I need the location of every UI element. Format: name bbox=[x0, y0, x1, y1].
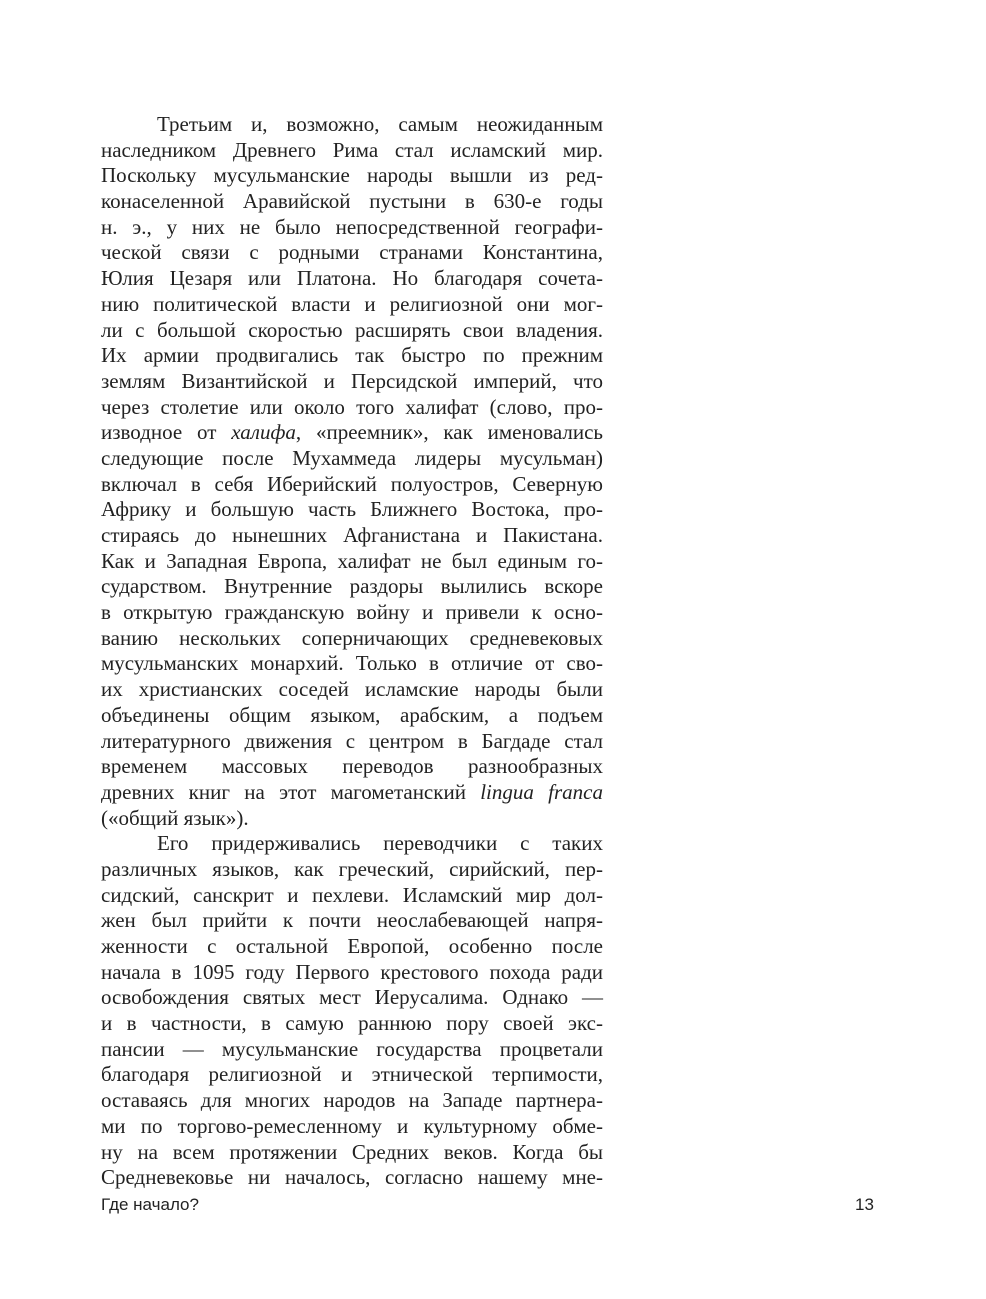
text-line: Поскольку мусульманские народы вышли из ред- bbox=[101, 163, 603, 188]
text-line: землям Византийской и Персидской империй, что bbox=[101, 368, 603, 393]
text-line: Их армии продвигались так быстро по прежним bbox=[101, 343, 603, 368]
text-line: сидский, санскрит и пехлеви. Исламский мир дол- bbox=[101, 882, 603, 907]
text-line: наследником Древнего Рима стал исламский мир. bbox=[101, 137, 603, 162]
text-line: жен был прийти к почти неослабевающей напря- bbox=[101, 908, 603, 933]
text-line: в открытую гражданскую войну и привели к осно- bbox=[101, 600, 603, 625]
text-line: Африку и большую часть Ближнего Востока, про- bbox=[101, 497, 603, 522]
text-line: женности с остальной Европой, особенно после bbox=[101, 934, 603, 958]
text-line: ну на всем протяжении Средних веков. Когда бы bbox=[101, 1139, 603, 1164]
running-footer-title: Где начало? bbox=[101, 1195, 199, 1214]
text-line: освобождения святых мест Иерусалима. Однако — bbox=[101, 985, 603, 1010]
text-line: нию политической власти и религиозной они мог- bbox=[101, 291, 603, 316]
text-line: («общий язык»). bbox=[101, 805, 249, 830]
text-line: различных языков, как греческий, сирийский, пер- bbox=[101, 856, 603, 881]
text-line: мусульманских монархий. Только в отличие от сво- bbox=[101, 651, 603, 676]
text-line bbox=[101, 420, 603, 446]
text-line: их христианских соседей исламские народы были bbox=[101, 677, 603, 702]
text-line: ли с большой скоростью расширять свои владения. bbox=[101, 317, 603, 342]
text-line: Средневековье ни началось, согласно нашему мне- bbox=[101, 1165, 603, 1190]
text-line: стираясь до нынешних Афганистана и Пакистана. bbox=[101, 523, 603, 547]
text-line: благодаря религиозной и этнической терпимости, bbox=[101, 1062, 603, 1087]
text-line: ванию нескольких соперничающих средневековых bbox=[101, 625, 603, 650]
text-line: Юлия Цезаря или Платона. Но благодаря сочета- bbox=[101, 266, 603, 291]
text-line: следующие после Мухаммеда лидеры мусульман) bbox=[101, 445, 603, 470]
text-run: , «преемник», как именовались bbox=[295, 420, 603, 445]
text-line: пансии — мусульманские государства процветали bbox=[101, 1036, 603, 1061]
text-line: объединены общим языком, арабским, а подъем bbox=[101, 702, 603, 727]
page-number: 13 bbox=[855, 1195, 874, 1214]
text-line: начала в 1095 году Первого крестового похода ради bbox=[101, 959, 603, 984]
text-line: временем массовых переводов разнообразных bbox=[101, 754, 603, 779]
text-line bbox=[101, 780, 603, 806]
body-text bbox=[101, 112, 603, 1191]
text-line: н. э., у них не было непосредственной географи- bbox=[101, 214, 603, 239]
text-line: Как и Западная Европа, халифат не был единым го- bbox=[101, 548, 603, 573]
text-line: и в частности, в самую раннюю пору своей экс- bbox=[101, 1011, 603, 1036]
text-line: оставаясь для многих народов на Западе партнера- bbox=[101, 1088, 603, 1113]
text-line: ми по торгово-ремесленному и культурному обме- bbox=[101, 1113, 603, 1138]
italic-term: lingua franca bbox=[480, 779, 603, 804]
text-line: ческой связи с родными странами Константина, bbox=[101, 240, 603, 265]
text-line: Третьим и, возможно, самым неожиданным bbox=[157, 112, 603, 136]
text-run: изводное от bbox=[101, 420, 232, 445]
text-line: включал в себя Иберийский полуостров, Северную bbox=[101, 471, 603, 496]
italic-term: халифа bbox=[231, 420, 296, 445]
text-line: литературного движения с центром в Багдаде стал bbox=[101, 728, 603, 753]
text-line: конаселенной Аравийской пустыни в 630-е годы bbox=[101, 189, 603, 214]
text-run: древних книг на этот магометанский bbox=[101, 779, 481, 804]
text-line: Его придерживались переводчики с таких bbox=[157, 831, 603, 856]
text-line: сударством. Внутренние раздоры вылились вскоре bbox=[101, 574, 603, 599]
text-line: через столетие или около того халифат (слово, про- bbox=[101, 394, 603, 419]
